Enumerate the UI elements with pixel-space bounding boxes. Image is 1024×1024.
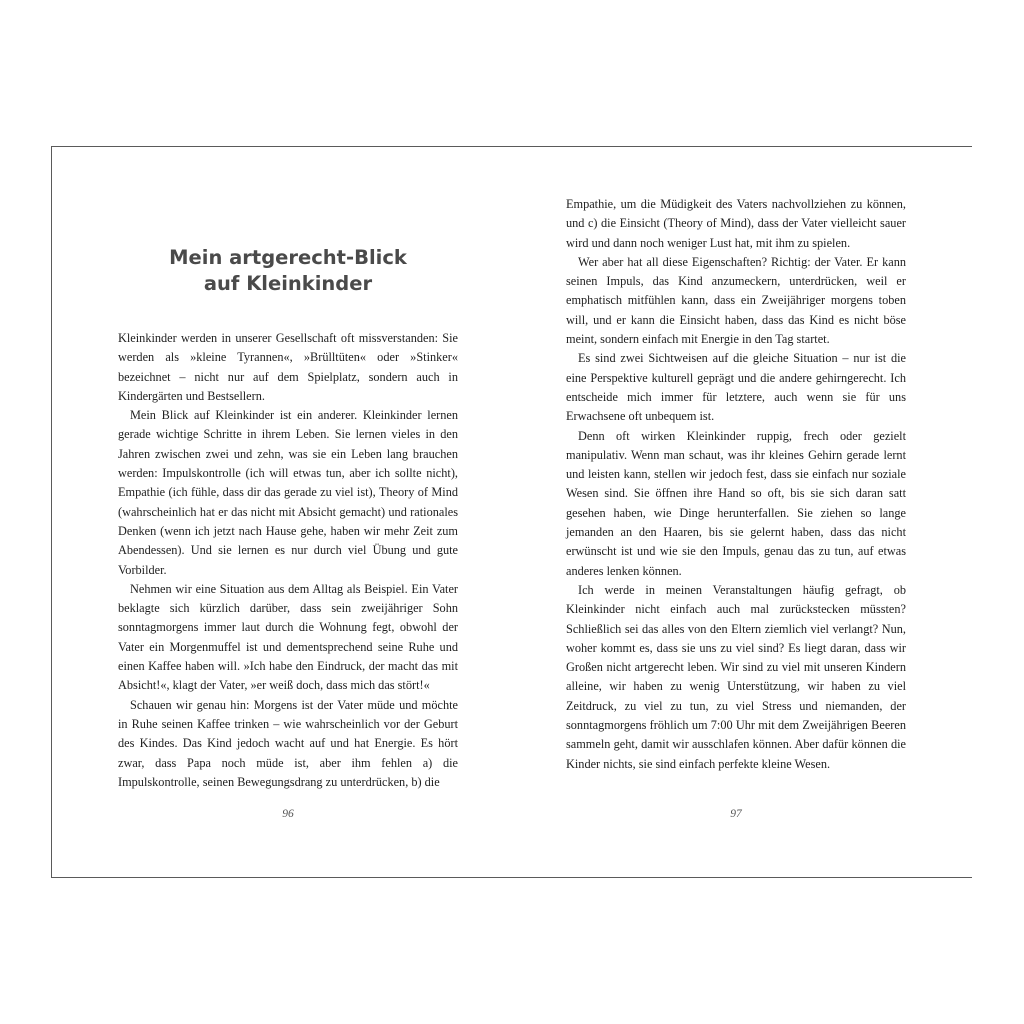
chapter-heading bbox=[118, 245, 458, 297]
book-spread bbox=[51, 146, 972, 878]
paragraph: Schauen wir genau hin: Morgens ist der Vater müde und möchte in Ruhe seinen Kaffee trinken – wie wahrscheinlich vor der Geburt des Kindes. Das Kind jedoch wacht auf und hat Energie. Es hört zwar, dass Papa noch müde ist, aber ihm fehlen a) die Impulskontrolle, seinen Bewegungsdrang zu unterdrücken, b) die bbox=[118, 697, 458, 789]
page-number: 96 bbox=[282, 808, 294, 820]
page-number: 97 bbox=[730, 808, 742, 820]
left-page bbox=[118, 147, 458, 877]
paragraph: Wer aber hat all diese Eigenschaften? Richtig: der Vater. Er kann seinen Impuls, das Kind anzumeckern, unterdrücken, weil er emphatisch mitfühlen kann, dass ein Zweijähriger morgens toben will, und er kann die Einsicht haben, dass das Kind es nicht böse meint, sondern einfach mit Energie in den Tag startet. bbox=[566, 254, 906, 347]
paragraph: Empathie, um die Müdigkeit des Vaters nachvollziehen zu können, und c) die Einsicht (Theory of Mind), dass der Vater vielleicht sauer wird und dann noch weniger Lust hat, mit ihm zu spielen. bbox=[566, 197, 906, 250]
paragraph: Kleinkinder werden in unserer Gesellschaft oft missverstanden: Sie werden als »kleine Tyrannen«, »Brülltüten« oder »Stinker« bezeichnet – nicht nur auf dem Spielplatz, sondern auch in Kindergärten und Bestsellern. bbox=[118, 331, 458, 403]
paragraph: Nehmen wir eine Situation aus dem Alltag als Beispiel. Ein Vater beklagte sich kürzlich darüber, dass sein zweijähriger Sohn sonntagmorgens immer laut durch die Wohnung fegt, obwohl der Vater ein Morgenmuffel ist und dementsprechend seine Ruhe und einen Kaffee haben will. »Ich habe den Eindruck, der macht das mit Absicht!«, klagt der Vater, »er weiß doch, dass mich das stört!« bbox=[118, 581, 458, 693]
paragraph: Es sind zwei Sichtweisen auf die gleiche Situation – nur ist die eine Perspektive kulturell geprägt und die andere gehirngerecht. Ich entscheide mich immer für letztere, auch wenn sie für uns Erwachsene oft unbequem ist. bbox=[566, 351, 906, 424]
right-page-body bbox=[566, 195, 906, 774]
right-page bbox=[566, 147, 906, 877]
paragraph: Denn oft wirken Kleinkinder ruppig, frech oder gezielt manipulativ. Wenn man schaut, was ihr kleines Gehirn gerade lernt und leisten kann, stellen wir jedoch fest, dass sie einfach nur soziale Wesen sind. Sie öffnen ihre Hand so oft, bis sie sich daran satt gesehen haben, wie Dinge herunterfallen. Sie ziehen so lange jemanden an den Haaren, bis sie gelernt haben, dass das nicht erwünscht ist und wie sie den Impuls, genau das zu tun, auf etwas anderes lenken können. bbox=[566, 428, 906, 578]
left-page-body bbox=[118, 329, 458, 792]
chapter-heading-line-2: auf Kleinkinder bbox=[203, 272, 373, 295]
chapter-heading-line-1: Mein artgerecht-Blick bbox=[169, 246, 407, 269]
paragraph: Mein Blick auf Kleinkinder ist ein anderer. Kleinkinder lernen gerade wichtige Schritte in ihrem Leben. Sie lernen vieles in den Jahren zwischen zwei und zehn, was sie ein Leben lang brauchen werden: Impulskontrolle (ich will etwas tun, aber ich sollte nicht), Empathie (ich fühle, dass dir das gerade zu viel ist), Theory of Mind (wahrscheinlich hat er das nicht mit Absicht gemacht) und rationales Denken (wenn ich jetzt nach Hause gehe, haben wir mehr Zeit zum Abendessen). Und sie lernen es nur durch viel Übung und gute Vorbilder. bbox=[118, 408, 458, 577]
paragraph: Ich werde in meinen Veranstaltungen häufig gefragt, ob Kleinkinder nicht einfach auch mal zurückstecken müssten? Schließlich sei das alles von den Eltern ziemlich viel verlangt? Nun, woher kommt es, dass sie uns zu viel sind? Es liegt daran, dass wir Großen nicht artgerecht leben. Wir sind zu viel mit unseren Kindern alleine, wir haben zu wenig Unterstützung, wir haben zu viel Zeitdruck, zu viel zu tun, zu viel Stress und niemanden, der sonntagmorgens fröhlich um 7:00 Uhr mit dem Zweijährigen Beeren sammeln geht, damit wir ausschlafen können. Aber dafür können die Kinder nichts, sie sind einfach perfekte kleine Wesen. bbox=[566, 582, 906, 771]
